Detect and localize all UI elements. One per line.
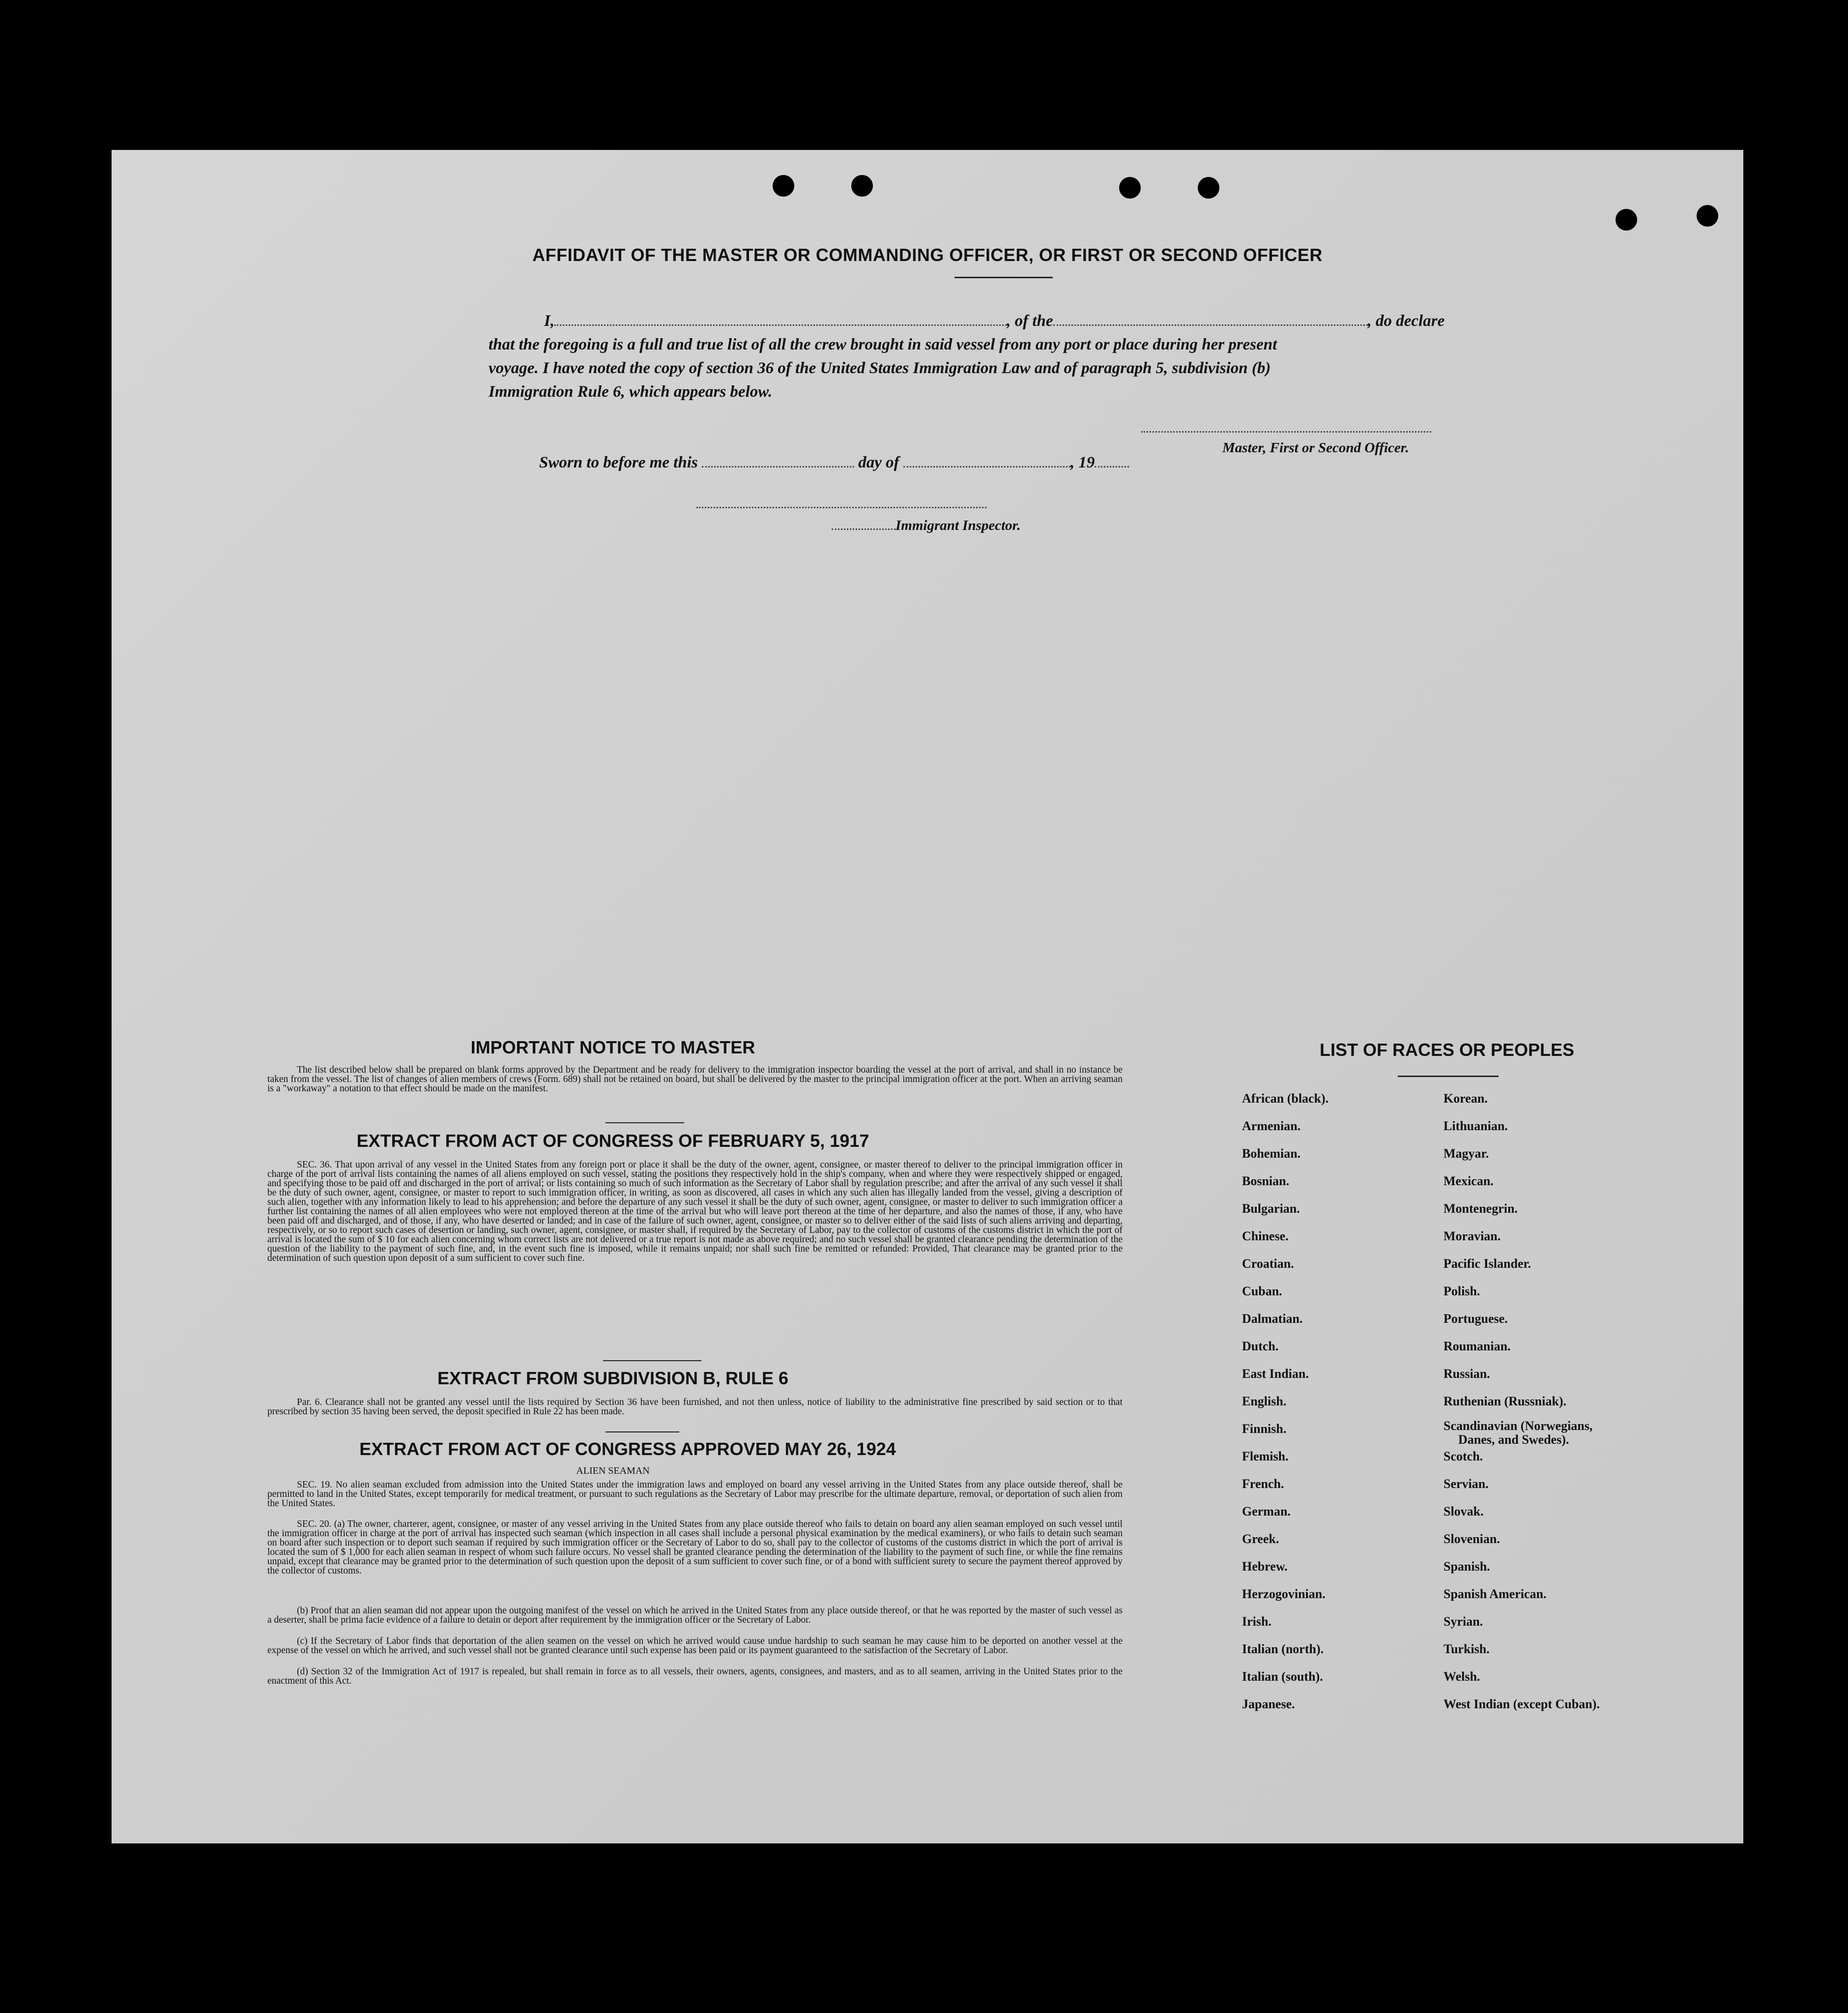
race-item: French. <box>1242 1477 1284 1491</box>
race-item: Dutch. <box>1242 1339 1279 1353</box>
divider <box>954 277 1053 278</box>
sec20b-body: (b) Proof that an alien seaman did not appear upon the outgoing manifest of the vessel on which he arrived in the United States from any place outside thereof, or that he was reported by the master of such vessel as a deserter, shall be prima facie evidence of a failure to detain or deport after requirement by the immigration officer or the Secretary of Labor. <box>267 1605 1123 1625</box>
punch-hole <box>1772 341 1795 364</box>
extract-1924-title: EXTRACT FROM ACT OF CONGRESS APPROVED MAY 26, 1924 <box>359 1439 896 1459</box>
punch-hole <box>1697 205 1718 227</box>
race-item: West Indian (except Cuban). <box>1444 1697 1600 1711</box>
race-item: Montenegrin. <box>1444 1201 1518 1216</box>
race-item: Portuguese. <box>1444 1312 1508 1326</box>
extract-1917-body: SEC. 36. That upon arrival of any vessel in the United States from any foreign port or place it shall be the duty of the owner, agent, consignee, or master thereof to deliver to the principal immigration officer in charge of the port of arrival lists containing the names of all aliens employed on such vessel, stating the positions they respectively hold in the ship's company, when and where they were respectively shipped or engaged, and specifying those to be paid off and discharged in the port of arrival; or lists containing so much of such information as the Secretary of Labor shall by regulation prescribe; and after the arrival of any such vessel it shall be the duty of such owner, agent, consignee, or master to report to such immigration officer, in writing, as soon as discovered, all cases in which any such alien has illegally landed from the vessel, giving a description of such alien, together with any information likely to lead to his apprehension; and before the departure of any such vessel it shall be the duty of such owner, agent, consignee, or master to deliver to such immigration officer a further list containing the names of all alien employees who were not employed thereon at the time of the arrival but who will leave port thereon at the time of her departure, and also the names of those, if any, who have been paid off and discharged, and of those, if any, who have deserted or landed; and in case of the failure of such owner, agent, consignee, or master so to deliver either of the said lists of such aliens arriving and departing, respectively, or so to report such cases of desertion or landing, such owner, agent, consignee, or master shall, if required by the Secretary of Labor, pay to the collector of customs of the customs district in which the port of arrival is located the sum of $ 10 for each alien concerning whom correct lists are not delivered or a true report is not made as above required; and no such vessel shall be granted clearance pending the determination of the question of the liability to the payment of such fine, and, in the event such fine is imposed, while it remains unpaid; nor shall such fine be remitted or refunded: Provided, That clearance may be granted prior to the determination of such question upon deposit of a sum sufficient to cover such fine. <box>267 1160 1123 1263</box>
alien-seaman-subtitle: ALIEN SEAMAN <box>576 1465 650 1476</box>
race-item: Lithuanian. <box>1444 1119 1508 1133</box>
sworn-day-field[interactable] <box>702 461 854 467</box>
race-item: Bulgarian. <box>1242 1201 1300 1216</box>
race-item: Pacific Islander. <box>1444 1256 1531 1271</box>
affidavit-title: AFFIDAVIT OF THE MASTER OR COMMANDING OFFICER, OR FIRST OR SECOND OFFICER <box>532 245 1323 265</box>
race-item: Welsh. <box>1444 1669 1480 1684</box>
inspector-line <box>832 518 1021 534</box>
punch-hole <box>1198 177 1219 199</box>
sec19-body: SEC. 19. No alien seaman excluded from admission into the United States under the immigration laws and employed on board any vessel arriving in the United States from any place outside thereof, shall be permitted to land in the United States, except temporarily for medical treatment, or pursuant to such regulations as the Secretary of Labor may prescribe for the ultimate departure, removal, or deportation of such alien from the United States. <box>267 1480 1123 1509</box>
punch-hole <box>773 175 794 197</box>
race-item: Polish. <box>1444 1284 1480 1298</box>
race-item: Greek. <box>1242 1532 1279 1546</box>
sworn-year-field[interactable] <box>1095 461 1129 467</box>
affidavit-line-3: voyage. I have noted the copy of section 36 of the United States Immigration Law and of paragraph 5, subdivision (b) <box>489 359 1271 377</box>
punch-hole <box>1772 1309 1795 1333</box>
inspector-signature-line[interactable] <box>696 507 986 508</box>
document-page <box>112 150 1743 1843</box>
race-item: Finnish. <box>1242 1422 1287 1436</box>
affidavit-of-label: , of the <box>1007 312 1053 330</box>
race-item: Japanese. <box>1242 1697 1295 1711</box>
race-item: Turkish. <box>1444 1642 1490 1656</box>
race-item: Bosnian. <box>1242 1174 1290 1188</box>
vessel-field[interactable] <box>1053 320 1368 326</box>
races-title: LIST OF RACES OR PEOPLES <box>1320 1040 1575 1060</box>
punch-hole <box>1772 751 1795 774</box>
race-item: Ruthenian (Russniak). <box>1444 1394 1566 1408</box>
day-of-label: day of <box>858 454 899 471</box>
inspector-dots <box>832 524 895 530</box>
race-item: Roumanian. <box>1444 1339 1511 1353</box>
race-item: Scotch. <box>1444 1449 1483 1463</box>
race-item: Scandinavian (Norwegians, <box>1444 1419 1593 1433</box>
subdivision-title: EXTRACT FROM SUBDIVISION B, RULE 6 <box>437 1368 789 1388</box>
subdivision-body: Par. 6. Clearance shall not be granted any vessel until the lists required by Section 36 have been furnished, and not then unless, notice of liability to the administrative fine prescribed by said section or to that prescribed by section 35 having been served, the deposit specified in Rule 22 has been made. <box>267 1397 1123 1417</box>
race-item: Hebrew. <box>1242 1559 1288 1574</box>
divider <box>1398 1076 1499 1077</box>
punch-hole <box>1616 209 1637 231</box>
punch-hole <box>1772 672 1795 696</box>
notice-body: The list described below shall be prepared on blank forms approved by the Department and be ready for delivery to the immigration inspector boarding the vessel at the port of arrival, and shall in no instance be taken from the vessel. The list of changes of alien members of crews (Form. 689) shall not be retained on board, but shall be delivered by the master to the principal immigration officer at the port. When an arriving seaman is a "workaway" a notation to that effect should be made on the manifest. <box>267 1065 1123 1094</box>
sworn-line <box>539 454 1129 472</box>
race-item: Irish. <box>1242 1614 1271 1629</box>
race-item: Cuban. <box>1242 1284 1282 1298</box>
punch-hole <box>1772 419 1795 443</box>
race-item: Syrian. <box>1444 1614 1483 1629</box>
race-item: Moravian. <box>1444 1229 1501 1243</box>
punch-hole <box>1772 1561 1795 1584</box>
race-item: Slovak. <box>1444 1504 1484 1518</box>
master-label: Master, First or Second Officer. <box>1222 440 1409 456</box>
name-field[interactable] <box>554 320 1007 326</box>
race-item: German. <box>1242 1504 1291 1518</box>
race-item: Italian (south). <box>1242 1669 1323 1684</box>
race-item: Flemish. <box>1242 1449 1289 1463</box>
affidavit-i-label: I, <box>544 312 555 330</box>
extract-1917-title: EXTRACT FROM ACT OF CONGRESS OF FEBRUARY 5, 1917 <box>356 1131 869 1151</box>
year-label: , 19 <box>1070 454 1095 471</box>
race-item: African (black). <box>1242 1091 1329 1106</box>
notice-title: IMPORTANT NOTICE TO MASTER <box>470 1037 755 1057</box>
race-item: East Indian. <box>1242 1367 1309 1381</box>
sworn-label: Sworn to before me this <box>539 454 698 471</box>
race-item: Bohemian. <box>1242 1146 1301 1161</box>
race-item: Slovenian. <box>1444 1532 1500 1546</box>
master-signature-line[interactable] <box>1141 431 1431 433</box>
race-item: Mexican. <box>1444 1174 1494 1188</box>
sec20c-body: (c) If the Secretary of Labor finds that deportation of the alien seamen on the vessel on which he arrived would cause undue hardship to such seaman he may cause him to be deported on another vessel at the expense of the vessel on which he arrived, and such vessel shall not be granted clearance until such expense has been paid or its payment guaranteed to the satisfaction of the Secretary of Labor. <box>267 1636 1123 1656</box>
race-item: Herzogovinian. <box>1242 1587 1326 1601</box>
affidavit-declare-label: , do declare <box>1367 312 1445 330</box>
punch-hole <box>1772 1230 1795 1254</box>
affidavit-line-2: that the foregoing is a full and true list of all the crew brought in said vessel from any port or place during her present <box>489 336 1277 353</box>
sworn-month-field[interactable] <box>903 461 1070 467</box>
race-item: Dalmatian. <box>1242 1312 1303 1326</box>
sec20a-body: SEC. 20. (a) The owner, charterer, agent, consignee, or master of any vessel arriving in the United States from any place outside thereof who fails to detain on board any alien seaman employed on such vessel until the immigration officer in charge at the port of arrival has inspected such seaman (which inspection in all cases shall include a personal physical examination by the medical examiners), or who fails to detain such seaman on board after such inspection or to deport such seaman if required by such immigration officer or the Secretary of Labor to do so, shall pay to the collector of customs of the customs district in which the port of arrival is located the sum of $ 1,000 for each alien seaman in respect of whom such failure occurs. No vessel shall be granted clearance pending the determination of the liability to the payment of such fine, or while the fine remains unpaid, except that clearance may be granted prior to the determination of such question upon the deposit of a sum sufficient to cover such fine, or of a bond with sufficient surety to secure the payment thereof approved by the collector of customs. <box>267 1519 1123 1576</box>
race-item: Russian. <box>1444 1367 1490 1381</box>
race-item: English. <box>1242 1394 1287 1408</box>
race-item: Magyar. <box>1444 1146 1489 1161</box>
punch-hole <box>1119 177 1141 199</box>
affidavit-line-1 <box>544 312 1576 330</box>
divider <box>606 1431 679 1432</box>
race-item: Armenian. <box>1242 1119 1301 1133</box>
race-item: Servian. <box>1444 1477 1489 1491</box>
sec20d-body: (d) Section 32 of the Immigration Act of 1917 is repealed, but shall remain in force as to all vessels, their owners, agents, consignees, and masters, and as to all seamen, arriving in the United States prior to the enactment of this Act. <box>267 1666 1123 1686</box>
divider <box>606 1122 684 1123</box>
race-item-continued: Danes, and Swedes). <box>1458 1432 1569 1447</box>
race-item: Korean. <box>1444 1091 1488 1106</box>
race-item: Chinese. <box>1242 1229 1289 1243</box>
divider <box>603 1360 701 1361</box>
race-item: Spanish. <box>1444 1559 1490 1574</box>
inspector-label: Immigrant Inspector. <box>895 518 1021 533</box>
punch-hole <box>851 175 873 197</box>
affidavit-line-4: Immigration Rule 6, which appears below. <box>489 383 773 401</box>
punch-hole <box>1772 1639 1795 1663</box>
race-item: Italian (north). <box>1242 1642 1324 1656</box>
race-item: Spanish American. <box>1444 1587 1547 1601</box>
race-item: Croatian. <box>1242 1256 1294 1271</box>
